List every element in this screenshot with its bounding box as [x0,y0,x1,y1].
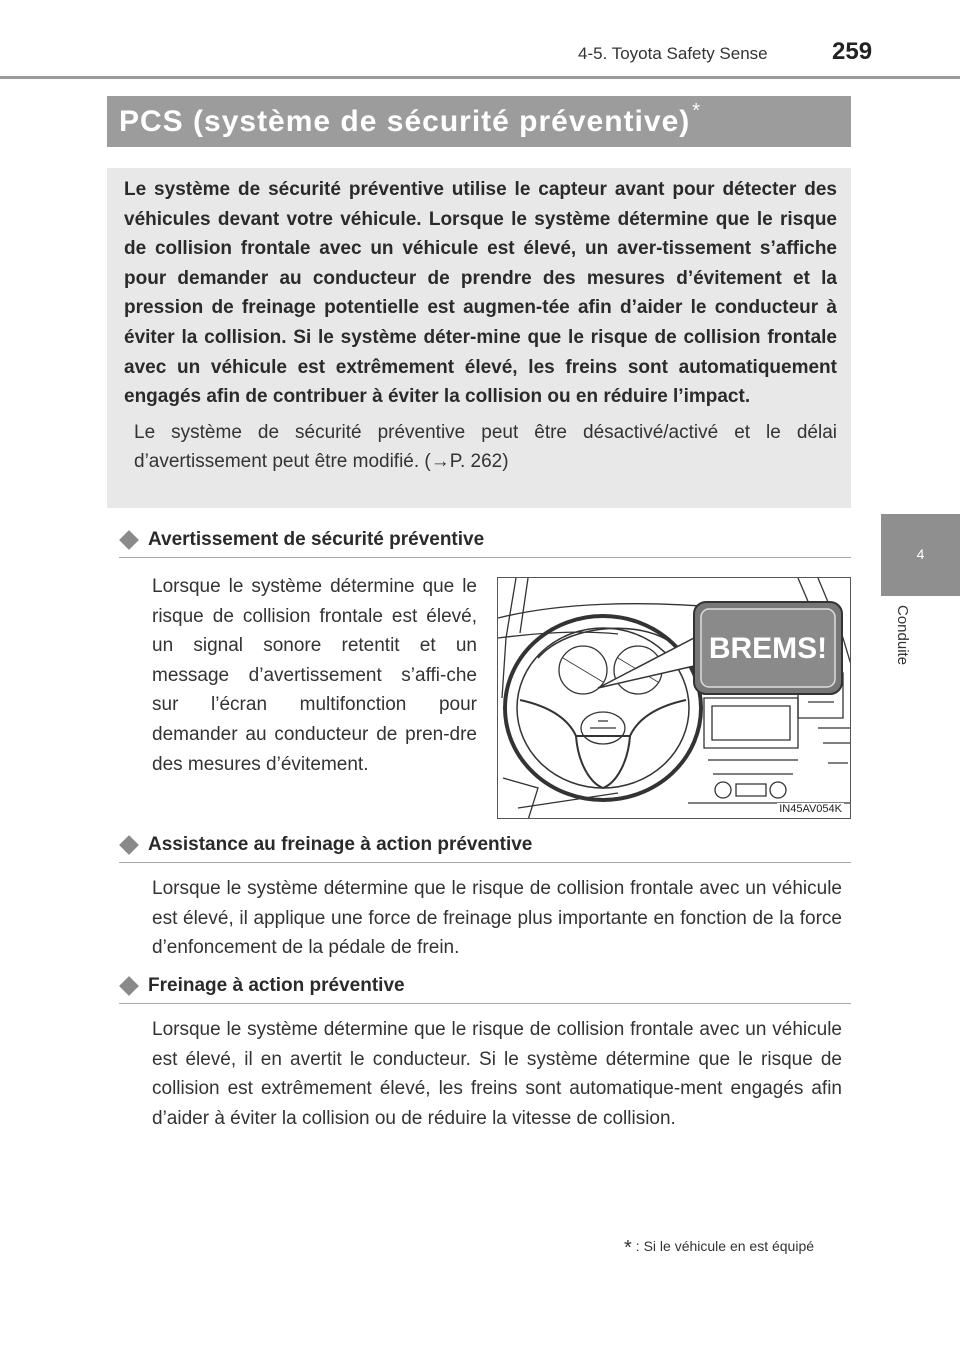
section-rule [119,1003,851,1004]
title-asterisk-icon: * [692,100,701,122]
section-rule [119,557,851,558]
diamond-bullet-icon [119,530,139,550]
running-header-section: 4-5. Toyota Safety Sense [578,44,768,63]
chapter-tab-label: Conduite [894,605,911,666]
section-heading-text: Avertissement de sécurité préventive [148,529,485,550]
dashboard-illustration [497,577,851,819]
section-heading-warning [119,529,484,551]
header-rule [0,76,960,79]
page-number: 259 [832,38,873,65]
intro-box [107,168,851,508]
dashboard-drawing [498,578,851,819]
section-heading-braking [119,975,405,997]
footnote-text: : Si le véhicule en est équipé [635,1238,815,1254]
intro-summary: Le système de sécurité préventive utilise le capteur avant pour détecter des véhicules devant votre véhicule. Lorsque le système détermine que le risque de collision frontale avec un véhicule est élevé, un aver-tissement s’affiche pour demander au conducteur de prendre des mesures d’évitement et la pression de freinage potentielle est augmen-tée afin d’aider le conducteur à éviter la collision. Si le système déter-mine que le risque de collision frontale avec un véhicule est extrêmement élevé, les freins sont automatiquement engagés afin de contribuer à éviter la collision ou en réduire l’impact. [124,179,837,408]
diamond-bullet-icon [119,976,139,996]
intro-note: Le système de sécurité préventive peut être désactivé/activé et le délai d’avertissement peut être modifié. (→P. 262) [134,421,837,473]
figure-code: IN45AV054K [779,803,842,815]
section-heading-text: Assistance au freinage à action préventive [148,834,533,855]
footnote-asterisk-icon: * [624,1237,632,1259]
diamond-bullet-icon [119,835,139,855]
brems-display-text: BREMS! [708,632,828,665]
section-rule [119,862,851,863]
section-body-warning: Lorsque le système détermine que le risque de collision frontale est élevé, un signal sonore retentit et un message d’avertissement s’affi-che sur l’écran multifonction pour demander au conducteur de pren-dre des mesures d’évitement. [152,576,477,775]
footnote [624,1237,814,1260]
section-title-bar [107,96,851,147]
chapter-tab [881,514,960,596]
section-heading-brake-assist [119,834,532,856]
page-title: PCS (système de sécurité préventive) [119,105,691,138]
section-heading-text: Freinage à action préventive [148,975,405,996]
section-body-braking: Lorsque le système détermine que le risque de collision frontale avec un véhicule est élevé, il en avertit le conducteur. Si le système détermine que le risque de collision est extrêmement élevé, les freins sont automatique-ment engagés afin d’aider à éviter la collision ou de réduire la vitesse de collision. [152,1019,842,1129]
chapter-tab-number: 4 [916,546,925,562]
section-body-brake-assist: Lorsque le système détermine que le risque de collision frontale avec un véhicule est élevé, il applique une force de freinage plus importante en fonction de la force d’enfoncement de la pédale de frein. [152,878,842,959]
